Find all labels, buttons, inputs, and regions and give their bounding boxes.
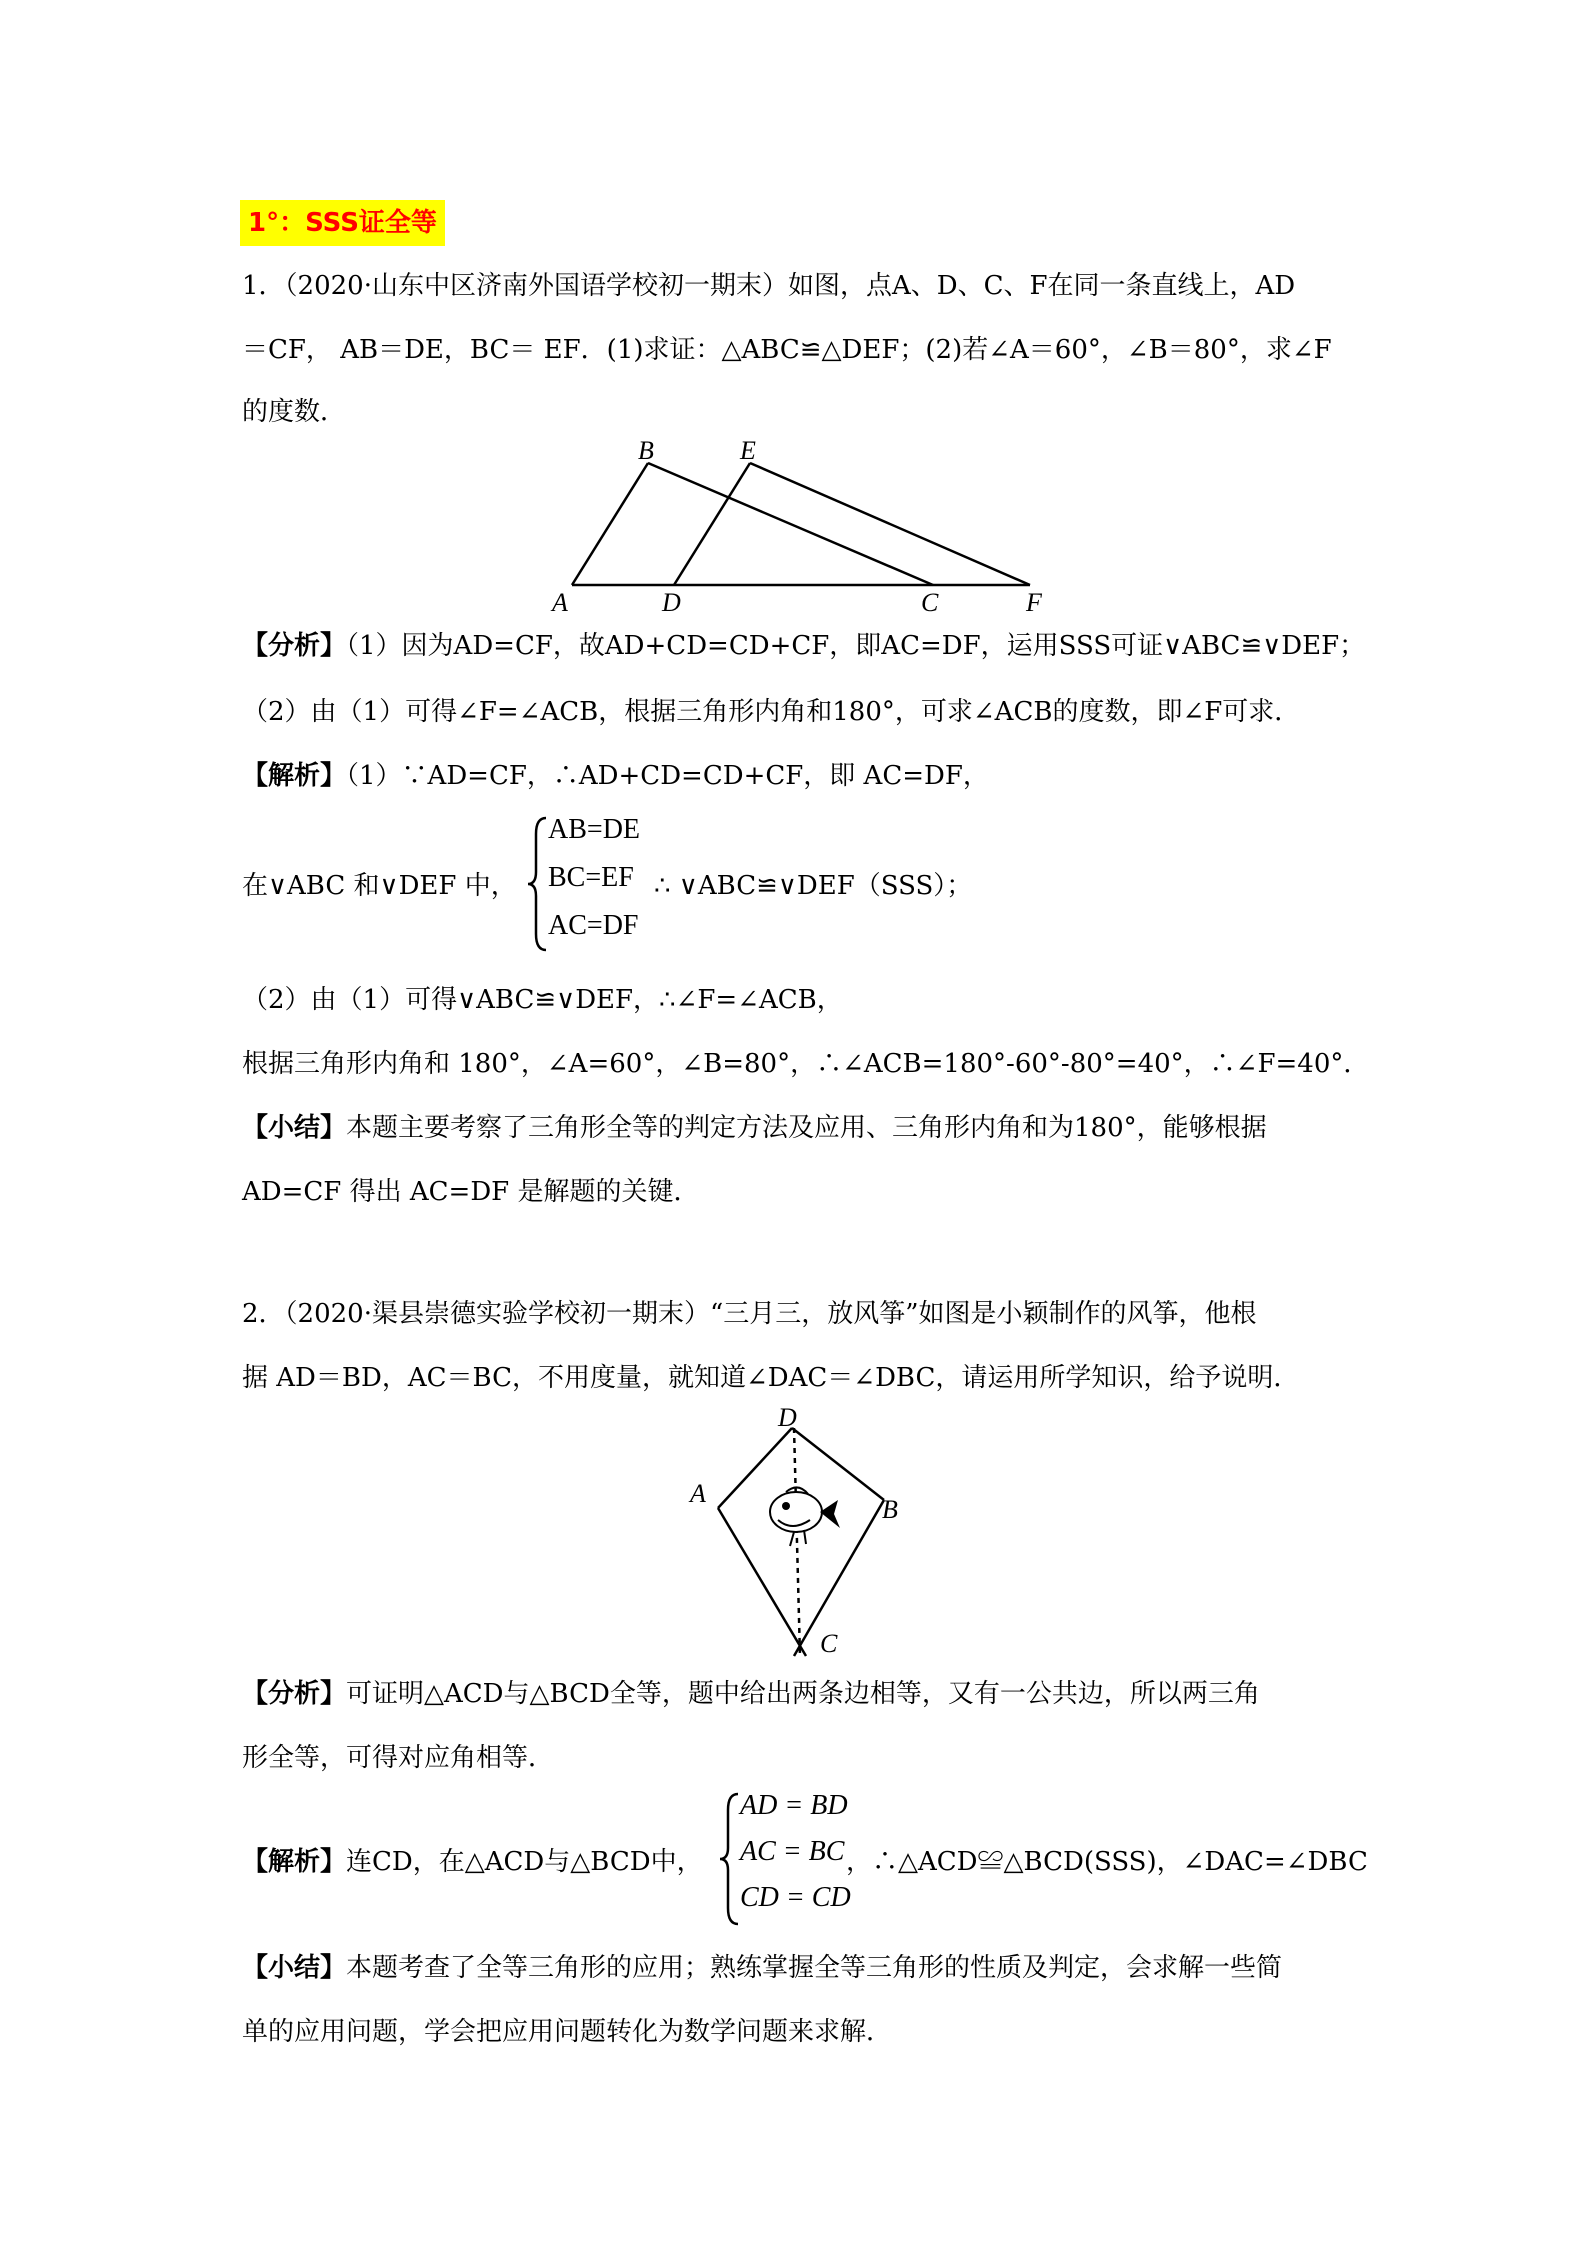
problem1-triangle-figure — [540, 435, 1070, 615]
problem1-analysis-line1 — [242, 626, 1366, 666]
problem1-analysis-line2: （2）由（1）可得∠F=∠ACB，根据三角形内角和180°，可求∠ACB的度数，即∠F可求． — [242, 697, 1301, 727]
fig1-label-e: E — [740, 436, 756, 465]
analysis-text: （1）因为AD=CF，故AD+CD=CD+CF，即AC=DF，运用SSS可证∨ABC≌∨DEF； — [346, 631, 1366, 661]
brace-eq-3: AC=DF — [548, 910, 639, 941]
problem1-solution-line2: （2）由（1）可得∨ABC≌∨DEF，∴∠F=∠ACB， — [242, 985, 843, 1015]
problem1-brace-suffix: ∴ ∨ABC≌∨DEF（SSS）； — [654, 871, 973, 901]
fig2-label-b: B — [882, 1495, 898, 1524]
problem1-brace-prefix: 在∨ABC 和∨DEF 中， — [242, 871, 517, 901]
fig1-label-a: A — [552, 588, 568, 615]
analysis-label: 【分析】 — [242, 631, 347, 661]
problem1-line1: 1．（2020·山东中区济南外国语学校初一期末）如图，点A、D、C、F在同一条直线上，AD — [242, 271, 1296, 301]
problem1-solution-line1 — [242, 756, 1357, 796]
fig2-label-c: C — [820, 1629, 838, 1658]
summary-text: 本题主要考察了三角形全等的判定方法及应用、三角形内角和为180°，能够根据 — [346, 1113, 1267, 1143]
solution-label: 【解析】 — [242, 761, 347, 791]
solution-text: 连CD，在△ACD与△BCD中， — [346, 1847, 703, 1877]
brace-eq-2: AC = BC — [740, 1836, 845, 1867]
problem2-analysis-line1 — [242, 1674, 1357, 1714]
analysis-label: 【分析】 — [242, 1679, 347, 1709]
brace-eq-1: AD = BD — [740, 1790, 848, 1821]
brace-eq-1: AB=DE — [548, 814, 641, 845]
problem2-solution-line — [242, 1842, 722, 1882]
analysis-text: 可证明△ACD与△BCD全等，题中给出两条边相等，又有一公共边，所以两三角 — [346, 1679, 1260, 1709]
problem2-analysis-line2: 形全等，可得对应角相等． — [242, 1743, 555, 1773]
summary-label: 【小结】 — [242, 1113, 347, 1143]
problem2-brace-system — [740, 1790, 860, 1930]
problem2-brace-icon — [718, 1790, 740, 1928]
solution-text: （1）∵AD=CF，∴AD+CD=CD+CF，即 AC=DF， — [346, 761, 989, 791]
problem2-summary-line1 — [242, 1948, 1357, 1988]
solution-label: 【解析】 — [242, 1847, 347, 1877]
summary-text: 本题考查了全等三角形的应用；熟练掌握全等三角形的性质及判定，会求解一些简 — [346, 1953, 1283, 1983]
fig2-label-d: D — [778, 1408, 797, 1432]
problem1-line3: 的度数． — [242, 397, 347, 427]
problem2-line1: 2．（2020·渠县崇德实验学校初一期末）“三月三，放风筝”如图是小颖制作的风筝，他根 — [242, 1299, 1257, 1329]
problem1-line2: ＝CF， AB＝DE，BC＝ EF．(1)求证：△ABC≌△DEF；(2)若∠A＝60°，∠B＝80°，求∠F — [242, 335, 1332, 365]
fig1-label-b: B — [638, 436, 654, 465]
problem2-brace-suffix: ，∴△ACD≌△BCD(SSS)，∠DAC=∠DBC — [846, 1847, 1368, 1877]
brace-eq-3: CD = CD — [740, 1882, 851, 1913]
problem2-line2: 据 AD＝BD，AC＝BC，不用度量，就知道∠DAC＝∠DBC，请运用所学知识，给予说明． — [242, 1363, 1300, 1393]
summary-label: 【小结】 — [242, 1953, 347, 1983]
problem1-brace-icon — [526, 814, 550, 954]
section-heading: 1°：SSS证全等 — [240, 200, 445, 246]
fish-decoration-icon — [770, 1487, 840, 1546]
fig1-label-c: C — [921, 588, 939, 615]
problem2-kite-figure — [682, 1408, 912, 1666]
brace-eq-2: BC=EF — [548, 862, 634, 893]
problem1-solution-line3: 根据三角形内角和 180°，∠A=60°，∠B=80°，∴∠ACB=180°-60°-80°=40°，∴∠F=40°． — [242, 1049, 1370, 1079]
problem1-summary-line2: AD=CF 得出 AC=DF 是解题的关键． — [242, 1177, 700, 1207]
fig1-label-f: F — [1026, 588, 1042, 615]
fig2-label-a: A — [690, 1479, 706, 1508]
fig1-label-d: D — [662, 588, 681, 615]
problem2-summary-line2: 单的应用问题，学会把应用问题转化为数学问题来求解． — [242, 2017, 893, 2047]
problem1-summary-line1 — [242, 1108, 1357, 1148]
